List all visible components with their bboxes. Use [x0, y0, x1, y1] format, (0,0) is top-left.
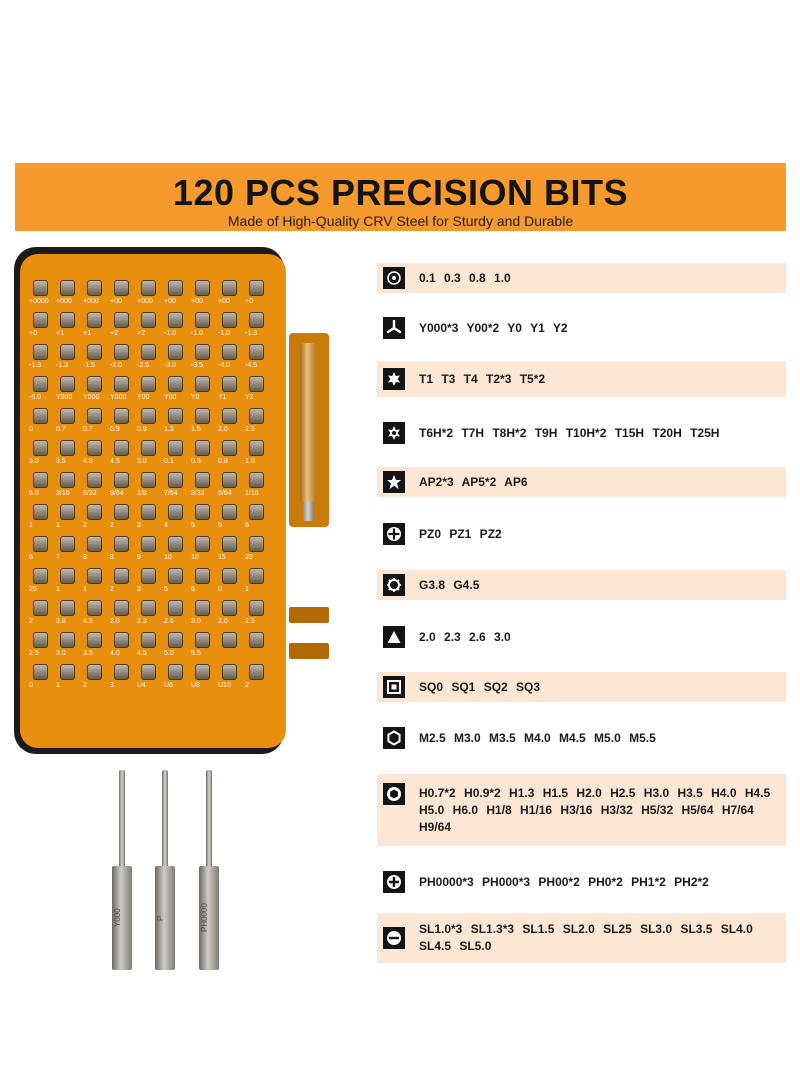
bit-slot: [168, 344, 183, 360]
spec-row: [377, 716, 786, 760]
tri-wing-icon: [383, 317, 405, 339]
bit-label: -3.5: [191, 362, 204, 369]
dot-icon: [383, 267, 405, 289]
bit-label: 5.5: [191, 650, 201, 657]
bit-label: +000: [56, 298, 72, 305]
bit-label: 5: [191, 522, 195, 529]
bit-slot: [249, 568, 264, 584]
bit-slot: [60, 280, 75, 296]
bit-label: -5.0: [29, 394, 42, 401]
bit-slot: [60, 472, 75, 488]
bit-slot: [33, 504, 48, 520]
bit-slot: [249, 344, 264, 360]
bit-label: 3.5: [56, 458, 66, 465]
tray-slot: [289, 643, 329, 659]
bit-slot: [141, 280, 156, 296]
bit-slot: [33, 440, 48, 456]
bit-slot: [168, 280, 183, 296]
bit-slot: [114, 312, 129, 328]
bit-slot: [195, 472, 210, 488]
bit-label: 2: [83, 522, 87, 529]
bit-slot: [87, 440, 102, 456]
bit-slot: [168, 440, 183, 456]
bit-slot: [222, 376, 237, 392]
spec-text: M2.5 M3.0 M3.5 M4.0 M4.5 M5.0 M5.5: [419, 731, 656, 745]
bit-label: Y1: [218, 394, 227, 401]
title-banner: [15, 163, 786, 231]
slotted-icon: [383, 927, 405, 949]
spec-text: Y000*3 Y00*2 Y0 Y1 Y2: [419, 321, 568, 335]
bit-slot: [222, 632, 237, 648]
bit-label: 1: [56, 586, 60, 593]
bit-label: 6: [245, 522, 249, 529]
bit-label: 20: [245, 554, 253, 561]
bit-slot: [87, 344, 102, 360]
spec-row: [377, 774, 786, 846]
bit-label: +2: [137, 330, 145, 337]
bit-slot: [195, 504, 210, 520]
bit-slot: [168, 408, 183, 424]
hex-socket-icon: [383, 727, 405, 749]
page-title: 120 PCS PRECISION BITS: [172, 172, 629, 213]
bit-label: +1: [56, 330, 64, 337]
bit-slot: [33, 472, 48, 488]
spec-row: [377, 615, 786, 659]
bit-label: 6: [29, 554, 33, 561]
bit-label: -2.0: [110, 362, 123, 369]
bit-label: +00: [218, 298, 230, 305]
bit-slot: [60, 568, 75, 584]
spec-text: H0.7*2 H0.9*2 H1.3 H1.5 H2.0 H2.5 H3.0 H3.5 H4.0 H4.5 H5.0 H6.0 H1/8 H1/16 H3/16 H3/32 H5/32 H5/64 H7/64 H9/64: [419, 786, 771, 834]
bit-slot: [60, 440, 75, 456]
star-icon: [383, 471, 405, 493]
spec-row: [377, 467, 786, 497]
bit-label: Y0: [191, 394, 200, 401]
bit-slot: [33, 664, 48, 680]
bit-slot: [87, 536, 102, 552]
bit-slot: [33, 344, 48, 360]
bit-slot: [141, 472, 156, 488]
bit-slot: [87, 504, 102, 520]
bit-label: +00: [110, 298, 122, 305]
bit-label: Y000: [83, 394, 100, 401]
spec-text: T1 T3 T4 T2*3 T5*2: [419, 372, 546, 386]
bit-label: 6.0: [29, 490, 39, 497]
bit-slot: [195, 440, 210, 456]
spec-row: [377, 512, 786, 556]
bit-slot: [222, 440, 237, 456]
bit-label: +0: [245, 298, 253, 305]
bit-label: 0.7: [56, 426, 66, 433]
bit-label: 0.8: [218, 458, 228, 465]
bit-slot: [114, 344, 129, 360]
bit-slot: [222, 280, 237, 296]
bit-slot: [33, 536, 48, 552]
spec-row: [377, 361, 786, 397]
bit-slot: [60, 536, 75, 552]
bit-slot: [33, 408, 48, 424]
bit-label: Y00: [137, 394, 150, 401]
bit-slot: [141, 312, 156, 328]
bit-label: 5.0: [164, 650, 174, 657]
bit-slot: [168, 376, 183, 392]
bit-label: 3/32: [191, 490, 205, 497]
bit-label: 5: [218, 522, 222, 529]
bit-label: 5/32: [83, 490, 97, 497]
bit-slot: [87, 376, 102, 392]
bit-slot: [141, 440, 156, 456]
bit-slot: [60, 344, 75, 360]
bit-slot: [33, 280, 48, 296]
bit-slot: [33, 568, 48, 584]
bit-label: Y2: [245, 394, 254, 401]
bit-slot: [195, 632, 210, 648]
bit-slot: [195, 536, 210, 552]
bit-slot: [141, 376, 156, 392]
bit-label: +0000: [29, 298, 49, 305]
bit-slot: [87, 664, 102, 680]
bit-slot: [60, 600, 75, 616]
bit-label: Y000: [56, 394, 73, 401]
bit-label: U10: [218, 682, 231, 689]
bit-label: 5: [164, 586, 168, 593]
bit-slot: [114, 504, 129, 520]
torx-icon: [383, 368, 405, 390]
bit-slot: [195, 600, 210, 616]
bit-label: 2.5: [29, 650, 39, 657]
bit-label: 0.9: [137, 426, 147, 433]
bit-label: -1.5: [83, 362, 96, 369]
bit-slot: [114, 280, 129, 296]
bit-label: 0.9: [110, 426, 120, 433]
bit-label: +000: [137, 298, 153, 305]
bit-label: -3.0: [164, 362, 177, 369]
bit-slot: [195, 568, 210, 584]
bit-label: 1.0: [245, 458, 255, 465]
spec-text: 2.0 2.3 2.6 3.0: [419, 630, 511, 644]
loose-bit-label: P: [156, 915, 165, 921]
bit-label: 2.5: [245, 618, 255, 625]
bit-label: 5.0: [137, 458, 147, 465]
bit-label: 0.7: [83, 426, 93, 433]
bit-slot: [168, 568, 183, 584]
page-subtitle: Made of High-Quality CRV Steel for Sturdy and Durable: [227, 213, 574, 229]
bit-slot: [87, 472, 102, 488]
bit-label: 2.6: [164, 618, 174, 625]
bit-label: +000: [83, 298, 99, 305]
bit-slot: [249, 664, 264, 680]
bit-label: 3.0: [29, 458, 39, 465]
bit-label: 2.0: [110, 618, 120, 625]
bit-slot: [249, 440, 264, 456]
bit-slot: [168, 312, 183, 328]
phillips-icon: [383, 871, 405, 893]
spec-text: PZ0 PZ1 PZ2: [419, 527, 502, 541]
bit-label: U4: [137, 682, 146, 689]
bit-label: -1.0: [164, 330, 177, 337]
bit-slot: [195, 664, 210, 680]
bit-label: 9: [137, 554, 141, 561]
bit-slot: [141, 664, 156, 680]
spec-text: G3.8 G4.5: [419, 578, 480, 592]
bit-label: 2.5: [245, 426, 255, 433]
spec-text: AP2*3 AP5*2 AP6: [419, 475, 528, 489]
bit-slot: [114, 440, 129, 456]
bit-slot: [222, 664, 237, 680]
bit-slot: [114, 376, 129, 392]
bit-label: 1: [245, 586, 249, 593]
bit-slot: [141, 600, 156, 616]
spec-text: PH0000*3 PH000*3 PH00*2 PH0*2 PH1*2 PH2*2: [419, 875, 709, 889]
bit-label: Y000: [110, 394, 127, 401]
bit-label: U6: [164, 682, 173, 689]
bit-label: 0: [29, 682, 33, 689]
bit-slot: [114, 664, 129, 680]
bit-label: 2: [245, 682, 249, 689]
bit-label: +00: [191, 298, 203, 305]
bit-slot: [141, 536, 156, 552]
bit-slot: [60, 632, 75, 648]
bit-label: 1: [56, 682, 60, 689]
bit-label: +1: [83, 330, 91, 337]
bit-slot: [141, 408, 156, 424]
bit-slot: [195, 376, 210, 392]
bit-slot: [249, 536, 264, 552]
bit-slot: [222, 312, 237, 328]
bit-slot: [141, 568, 156, 584]
bit-label: 0.1: [164, 458, 174, 465]
spec-text: T6H*2 T7H T8H*2 T9H T10H*2 T15H T20H T25H: [419, 426, 720, 440]
bit-slot: [60, 408, 75, 424]
extension-rod: [300, 343, 316, 503]
bit-label: 8: [110, 554, 114, 561]
spec-row: [377, 306, 786, 350]
bit-label: 15: [218, 554, 226, 561]
bit-slot: [168, 632, 183, 648]
bit-slot: [114, 568, 129, 584]
bit-label: -2.5: [137, 362, 150, 369]
loose-bit: [112, 770, 132, 970]
gear-icon: [383, 574, 405, 596]
bit-label: -1.3: [56, 362, 69, 369]
bit-label: -1.0: [218, 330, 231, 337]
bit-label: 1: [83, 586, 87, 593]
hex-icon: [383, 783, 405, 805]
bit-label: 10: [164, 554, 172, 561]
bit-slot: [249, 408, 264, 424]
bit-label: 6: [191, 586, 195, 593]
torx-hole-icon: [383, 422, 405, 444]
bit-slot: [222, 568, 237, 584]
bit-slot: [87, 312, 102, 328]
bit-slot: [114, 600, 129, 616]
bit-slot: [60, 312, 75, 328]
bit-label: 2: [29, 618, 33, 625]
bit-label: 0.3: [191, 458, 201, 465]
bit-label: 3: [137, 522, 141, 529]
bit-slot: [195, 344, 210, 360]
spec-row: [377, 672, 786, 702]
loose-bit: [155, 770, 175, 970]
bit-slot: [195, 280, 210, 296]
bit-label: 1/8: [137, 490, 147, 497]
triangle-icon: [383, 626, 405, 648]
bit-label: -1.0: [191, 330, 204, 337]
bit-slot: [222, 408, 237, 424]
bit-label: +2: [110, 330, 118, 337]
bit-slot: [60, 664, 75, 680]
bit-label: 5/64: [218, 490, 232, 497]
bit-label: 2: [110, 522, 114, 529]
bit-label: 3.0: [191, 618, 201, 625]
bit-label: 4.0: [83, 458, 93, 465]
bit-label: 3: [110, 682, 114, 689]
bit-label: 1: [56, 522, 60, 529]
bit-slot: [33, 312, 48, 328]
bit-slot: [249, 632, 264, 648]
loose-bit-label: Y000: [113, 908, 122, 928]
bit-label: Y00: [164, 394, 177, 401]
bit-label: 10: [191, 554, 199, 561]
bit-label: -4.5: [245, 362, 258, 369]
bit-slot: [168, 600, 183, 616]
bit-label: 7: [56, 554, 60, 561]
extension-holder: [289, 333, 329, 527]
bit-label: 4.5: [110, 458, 120, 465]
bit-slot: [195, 312, 210, 328]
bit-label: -1.3: [245, 330, 258, 337]
bit-label: 4.5: [137, 650, 147, 657]
bit-slot: [114, 408, 129, 424]
bit-label: 0: [29, 426, 33, 433]
bit-slot: [33, 376, 48, 392]
bit-label: 2: [83, 682, 87, 689]
spec-text: 0.1 0.3 0.8 1.0: [419, 271, 511, 285]
bit-label: +00: [164, 298, 176, 305]
bit-label: 1/16: [245, 490, 259, 497]
bit-slot: [168, 504, 183, 520]
spec-row: [377, 861, 786, 903]
bit-slot: [249, 504, 264, 520]
bit-label: 4.5: [83, 618, 93, 625]
bit-slot: [222, 536, 237, 552]
bit-label: 0: [218, 586, 222, 593]
spec-row: [377, 411, 786, 455]
bit-slot: [60, 504, 75, 520]
bit-slot: [141, 504, 156, 520]
bit-label: 2.0: [218, 426, 228, 433]
spec-text: SQ0 SQ1 SQ2 SQ3: [419, 680, 541, 694]
spec-text: SL1.0*3 SL1.3*3 SL1.5 SL2.0 SL25 SL3.0 SL3.5 SL4.0 SL4.5 SL5.0: [419, 922, 753, 953]
bit-slot: [222, 504, 237, 520]
bit-slot: [60, 376, 75, 392]
bit-label: 2.3: [137, 618, 147, 625]
tray-slot: [289, 607, 329, 623]
bit-slot: [168, 664, 183, 680]
spec-row: [377, 263, 786, 293]
bit-label: 8: [83, 554, 87, 561]
bit-slot: [114, 632, 129, 648]
bit-slot: [249, 280, 264, 296]
bit-slot: [87, 632, 102, 648]
loose-bit-label: PH0000: [200, 903, 209, 933]
bit-label: 3: [137, 586, 141, 593]
bit-slot: [249, 472, 264, 488]
bit-slot: [249, 376, 264, 392]
bit-slot: [87, 568, 102, 584]
bit-label: 4: [164, 522, 168, 529]
bit-label: 9/64: [110, 490, 124, 497]
bit-label: 3/16: [56, 490, 70, 497]
bit-label: 3.0: [56, 650, 66, 657]
pozidriv-icon: [383, 523, 405, 545]
bit-slot: [222, 600, 237, 616]
bit-label: 3.5: [83, 650, 93, 657]
square-icon: [383, 676, 405, 698]
loose-bit: [199, 770, 219, 970]
bit-slot: [114, 472, 129, 488]
bit-label: -4.0: [218, 362, 231, 369]
bit-label: 25: [29, 586, 37, 593]
bit-slot: [222, 472, 237, 488]
bit-label: U8: [191, 682, 200, 689]
bit-slot: [87, 280, 102, 296]
bit-slot: [141, 632, 156, 648]
bit-slot: [114, 536, 129, 552]
bit-label: 1.5: [191, 426, 201, 433]
bit-label: 7/64: [164, 490, 178, 497]
bit-slot: [33, 600, 48, 616]
bit-slot: [87, 408, 102, 424]
bit-slot: [222, 344, 237, 360]
bit-label: 1: [29, 522, 33, 529]
bit-label: 3.8: [56, 618, 66, 625]
spec-row: [377, 913, 786, 963]
bit-label: 1.3: [164, 426, 174, 433]
bit-label: +0: [29, 330, 37, 337]
bit-slot: [87, 600, 102, 616]
bit-slot: [249, 312, 264, 328]
bit-label: 4.0: [110, 650, 120, 657]
bit-slot: [33, 632, 48, 648]
bit-label: 2.0: [218, 618, 228, 625]
bit-slot: [195, 408, 210, 424]
bit-slot: [141, 344, 156, 360]
spec-row: [377, 570, 786, 600]
bit-slot: [249, 600, 264, 616]
bit-label: 2: [110, 586, 114, 593]
extension-tip: [303, 501, 313, 521]
bit-slot: [168, 536, 183, 552]
bit-label: -1.3: [29, 362, 42, 369]
bit-slot: [168, 472, 183, 488]
bit-grid: [31, 280, 281, 740]
